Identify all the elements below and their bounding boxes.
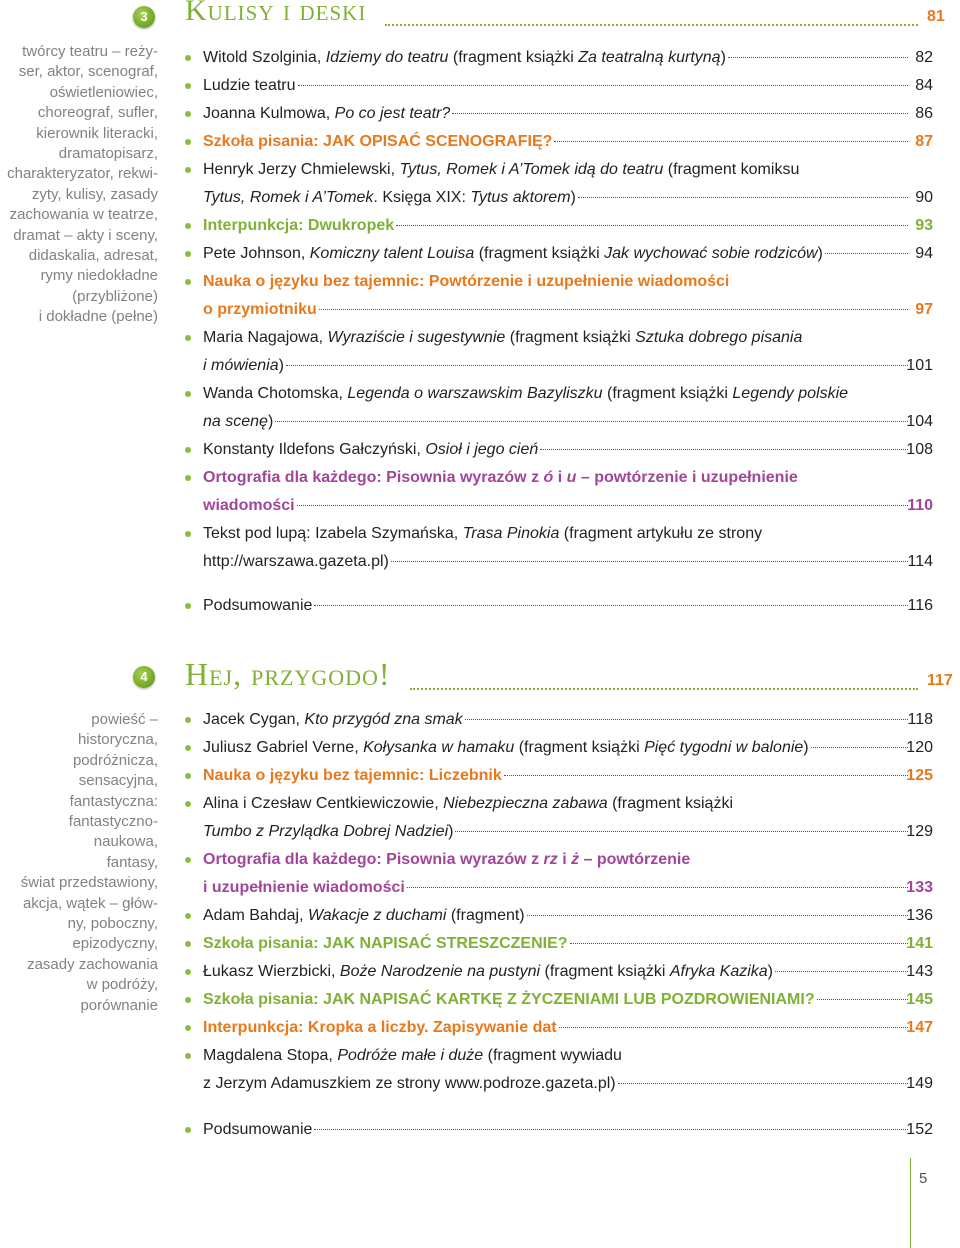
toc-entry-line — [203, 548, 908, 576]
bullet-icon — [185, 745, 191, 751]
text-run: Ludzie teatru — [203, 77, 296, 94]
text-run: Magdalena Stopa, — [203, 1047, 338, 1064]
bullet-icon — [185, 913, 191, 919]
keyword-line: akcja, wątek – głów- — [22, 894, 158, 912]
toc-entry-line — [203, 408, 908, 436]
italic-title: ó — [543, 469, 554, 486]
toc-entry-page: 86 — [915, 105, 933, 122]
dot-leader — [559, 1027, 908, 1028]
dot-leader — [554, 141, 908, 142]
text-run: ) — [720, 49, 726, 66]
keyword-line: naukowa, — [93, 833, 158, 851]
text-run: Maria Nagajowa, — [203, 329, 328, 346]
italic-title: Sztuka dobrego pisania — [635, 329, 803, 346]
keyword-line: historyczna, — [77, 731, 158, 749]
keyword-line: ser, aktor, scenograf, — [18, 63, 158, 81]
toc-entry[interactable] — [185, 100, 945, 128]
toc-entry-line — [203, 296, 908, 324]
bullet-icon — [185, 801, 191, 807]
toc-entry-text — [203, 324, 802, 352]
bullet-icon — [185, 941, 191, 947]
dot-leader — [275, 421, 908, 422]
italic-title: ż — [571, 851, 580, 868]
text-run: Szkoła pisania: JAK NAPISAĆ STRESZCZENIE? — [203, 935, 568, 952]
toc-entry-text — [203, 958, 773, 986]
dot-leader — [452, 113, 908, 114]
toc-entry-text — [203, 352, 284, 380]
text-run: i uzupełnienie wiadomości — [203, 879, 405, 896]
toc-entry-line — [203, 268, 908, 296]
toc-entry-line — [203, 184, 908, 212]
toc-entry[interactable] — [185, 790, 945, 846]
chapter-title[interactable]: Hej, przygodo! — [185, 656, 391, 692]
bullet-icon — [185, 223, 191, 229]
dot-leader — [618, 1083, 908, 1084]
text-run: Pete Johnson, — [203, 245, 310, 262]
text-run: (fragment książki — [505, 329, 636, 346]
italic-title: na scenę — [203, 413, 268, 430]
dot-leader — [298, 85, 908, 86]
dot-leader — [391, 561, 908, 562]
toc-entry-text — [203, 72, 296, 100]
bullet-icon — [185, 139, 191, 145]
italic-title: Tytus, Romek i A’Tomek — [203, 189, 374, 206]
italic-title: Legendy polskie — [732, 385, 849, 402]
toc-entry[interactable] — [185, 380, 945, 436]
toc-entry-line — [203, 128, 908, 156]
text-run: (fragment książki — [602, 385, 733, 402]
keyword-line: świat przedstawiony, — [20, 874, 158, 892]
toc-entry-text — [203, 874, 405, 902]
italic-title: Tytus, Romek i A’Tomek idą do teatru — [399, 161, 664, 178]
toc-entry-page: 84 — [915, 77, 933, 94]
toc-entry-page: 110 — [907, 497, 933, 514]
bullet-icon — [185, 603, 191, 609]
toc-entry[interactable] — [185, 762, 945, 790]
toc-entry[interactable] — [185, 930, 945, 958]
toc-entry-text — [203, 1014, 557, 1042]
toc-entry-line — [203, 156, 908, 184]
keyword-line: fantastyczna: — [69, 792, 158, 810]
toc-entry-text — [203, 548, 389, 576]
keyword-line: rymy niedokładne — [40, 267, 158, 285]
toc-entry-text — [203, 296, 317, 324]
footer-rule — [910, 1158, 911, 1248]
italic-title: Podróże małe i duże — [337, 1047, 484, 1064]
toc-entry[interactable] — [185, 128, 945, 156]
dot-leader — [396, 225, 908, 226]
text-run: (fragment książki — [474, 245, 605, 262]
italic-title: Boże Narodzenie na pustyni — [339, 963, 541, 980]
keyword-line: kierownik literacki, — [36, 124, 158, 142]
toc-entry-text — [203, 592, 312, 620]
dot-leader — [465, 719, 908, 720]
text-run: Ortografia dla każdego: Pisownia wyrazów z — [203, 469, 544, 486]
text-run: Interpunkcja: Dwukropek — [203, 217, 395, 234]
dot-leader — [540, 449, 908, 450]
toc-entry-page: 136 — [906, 907, 933, 924]
toc-entry-line — [203, 380, 908, 408]
toc-entry[interactable] — [185, 156, 945, 212]
chapter-title[interactable]: Kulisy i deski — [185, 0, 367, 27]
toc-entry-page: 108 — [906, 441, 933, 458]
dot-leader — [455, 831, 908, 832]
toc-entry-text — [203, 128, 552, 156]
toc-entry-line — [203, 1070, 908, 1098]
dot-leader — [286, 365, 908, 366]
toc-entry[interactable] — [185, 240, 945, 268]
italic-title: Kołysanka w hamaku — [363, 739, 515, 756]
text-run: Szkoła pisania: JAK OPISAĆ SCENOGRAFIĘ? — [203, 133, 553, 150]
toc-entry-page: 82 — [915, 49, 933, 66]
keyword-line: zyty, kulisy, zasady — [31, 185, 158, 203]
toc-entry[interactable] — [185, 1014, 945, 1042]
toc-entry-page: 145 — [906, 991, 933, 1008]
toc-entry-text — [203, 464, 798, 492]
toc-entry-line — [203, 212, 908, 240]
bullet-icon — [185, 475, 191, 481]
bullet-icon — [185, 1127, 191, 1133]
text-run: z Jerzym Adamuszkiem ze strony www.podroze.gazeta.pl) — [203, 1075, 616, 1092]
text-run: i — [553, 469, 567, 486]
toc-entry-page: 94 — [915, 245, 933, 262]
italic-title: Trasa Pinokia — [462, 525, 560, 542]
keyword-line: powieść – — [91, 711, 158, 728]
dot-leader — [728, 57, 908, 58]
dot-leader — [297, 505, 908, 506]
text-run: o przymiotniku — [203, 301, 317, 318]
italic-title: Tumbo z Przylądka Dobrej Nadziei — [203, 823, 449, 840]
toc-entry-text — [203, 1070, 616, 1098]
italic-title: rz — [543, 851, 558, 868]
toc-entry-text — [203, 492, 295, 520]
toc-entry-line — [203, 592, 908, 620]
toc-entry-line — [203, 72, 908, 100]
toc-entry-text — [203, 268, 729, 296]
bullet-icon — [185, 335, 191, 341]
text-run: ) — [570, 189, 576, 206]
text-run: Wanda Chotomska, — [203, 385, 348, 402]
text-run: (fragment książki — [607, 795, 734, 812]
text-run: (fragment książki — [448, 49, 579, 66]
toc-entry-line — [203, 240, 908, 268]
text-run: Łukasz Wierzbicki, — [203, 963, 340, 980]
keyword-line: twórcy teatru – reży- — [22, 43, 158, 60]
dot-leader — [407, 887, 908, 888]
chapter-number-badge: 4 — [133, 666, 155, 688]
keyword-line: (przybliżone) — [72, 287, 158, 305]
text-run: ) — [278, 357, 284, 374]
toc-entry-page: 116 — [907, 597, 933, 614]
toc-entry-line — [203, 1116, 908, 1144]
toc-entry[interactable] — [185, 44, 945, 72]
text-run: Nauka o języku bez tajemnic: Powtórzenie i uzupełnienie wiadomości — [203, 273, 730, 290]
toc-entry[interactable] — [185, 958, 945, 986]
text-run: Podsumowanie — [203, 597, 313, 614]
text-run: Konstanty Ildefons Gałczyński, — [203, 441, 426, 458]
toc-entry[interactable] — [185, 846, 945, 902]
keyword-line: fantastyczno- — [68, 813, 158, 831]
dot-leader — [570, 943, 908, 944]
toc-entry-line — [203, 1042, 908, 1070]
italic-title: Pięć tygodni w balonie — [644, 739, 804, 756]
text-run: wiadomości — [203, 497, 295, 514]
toc-entry-text — [203, 1042, 622, 1070]
toc-entry-page: 90 — [915, 189, 933, 206]
toc-entry-text — [203, 762, 502, 790]
toc-entry-page: 143 — [906, 963, 933, 980]
toc-entry-line — [203, 874, 908, 902]
dot-leader — [504, 775, 908, 776]
toc-entry-line — [203, 762, 908, 790]
text-run: ) — [267, 413, 274, 430]
text-run: Ortografia dla każdego: Pisownia wyrazów z — [203, 851, 544, 868]
text-run: Podsumowanie — [203, 1121, 313, 1138]
toc-entry-line — [203, 352, 908, 380]
chapter-keywords — [21, 710, 158, 1016]
dot-leader — [775, 971, 908, 972]
chapter-title-leader — [410, 688, 918, 690]
toc-entry-page: 149 — [906, 1075, 933, 1092]
toc-entry-page: 87 — [915, 133, 933, 150]
toc-entry[interactable] — [185, 324, 945, 380]
toc-entry-page: 118 — [907, 711, 933, 728]
keyword-line: epizodyczny, — [72, 935, 158, 953]
italic-title: Niebezpieczna zabawa — [443, 795, 608, 812]
dot-leader — [314, 605, 908, 606]
bullet-icon — [185, 969, 191, 975]
text-run: Joanna Kulmowa, — [203, 105, 335, 122]
chapter-keywords — [7, 42, 158, 328]
toc-entry[interactable] — [185, 520, 945, 576]
toc-entry[interactable] — [185, 592, 945, 620]
toc-entry-page: 104 — [906, 413, 933, 430]
keyword-line: zasady zachowania — [27, 955, 158, 973]
bullet-icon — [185, 1053, 191, 1059]
toc-entry-line — [203, 436, 908, 464]
keyword-line: dramatopisarz, — [58, 145, 158, 163]
italic-title: Osioł i jego cień — [425, 441, 539, 458]
italic-title: Legenda o warszawskim Bazyliszku — [347, 385, 603, 402]
toc-entry-text — [203, 156, 799, 184]
toc-entry-text — [203, 212, 394, 240]
bullet-icon — [185, 447, 191, 453]
bullet-icon — [185, 279, 191, 285]
bullet-icon — [185, 857, 191, 863]
text-run: ) — [448, 823, 454, 840]
keyword-line: zachowania w teatrze, — [9, 206, 158, 224]
keyword-line: i dokładne (pełne) — [38, 308, 158, 326]
toc-entry-line — [203, 734, 908, 762]
toc-entry-text — [203, 706, 463, 734]
toc-entry[interactable] — [185, 464, 945, 520]
toc-entry-text — [203, 380, 848, 408]
text-run: i — [557, 851, 572, 868]
toc-entry-text — [203, 44, 726, 72]
text-run: ) — [803, 739, 809, 756]
italic-title: Po co jest teatr? — [334, 105, 451, 122]
toc-entry-text — [203, 240, 823, 268]
toc-entry-line — [203, 1014, 908, 1042]
toc-entry[interactable] — [185, 734, 945, 762]
text-run: Witold Szolginia, — [203, 49, 326, 66]
toc-entry-line — [203, 986, 908, 1014]
italic-title: Afryka Kazika — [669, 963, 768, 980]
text-run: – powtórzenie i uzupełnienie — [576, 469, 798, 486]
dot-leader — [527, 915, 908, 916]
keyword-line: sensacyjna, — [78, 772, 158, 790]
dot-leader — [578, 197, 908, 198]
italic-title: Tytus aktorem — [470, 189, 571, 206]
bullet-icon — [185, 1025, 191, 1031]
text-run: Adam Bahdaj, — [203, 907, 308, 924]
toc-entry[interactable] — [185, 436, 945, 464]
text-run: ) — [767, 963, 773, 980]
toc-entry-text — [203, 436, 538, 464]
toc-entry-page: 141 — [906, 935, 933, 952]
text-run: (fragment książki — [514, 739, 645, 756]
dot-leader — [314, 1129, 908, 1130]
chapter-page-number: 81 — [927, 8, 945, 25]
chapter-number-badge: 3 — [133, 6, 155, 28]
toc-entry-line — [203, 846, 908, 874]
toc-entry-line — [203, 930, 908, 958]
keyword-line: oświetleniowiec, — [49, 83, 158, 101]
toc-entry-page: 120 — [906, 739, 933, 756]
toc-entry-page: 97 — [915, 301, 933, 318]
keyword-line: charakteryzator, rekwi- — [7, 165, 158, 183]
toc-entry-text — [203, 902, 525, 930]
toc-entry[interactable] — [185, 1042, 945, 1098]
toc-entry-line — [203, 902, 908, 930]
keyword-line: ny, poboczny, — [67, 915, 158, 933]
toc-entry-text — [203, 818, 453, 846]
toc-entry-page: 101 — [906, 357, 933, 374]
keyword-line: choreograf, sufler, — [37, 104, 158, 122]
toc-entry[interactable] — [185, 212, 945, 240]
toc-entry-line — [203, 464, 908, 492]
toc-entry-page: 133 — [906, 879, 933, 896]
toc-entry-page: 114 — [907, 553, 933, 570]
toc-entry-text — [203, 1116, 312, 1144]
toc-entry[interactable] — [185, 1116, 945, 1144]
toc-entry-text — [203, 184, 576, 212]
toc-entry[interactable] — [185, 902, 945, 930]
text-run: (fragment książki — [540, 963, 670, 980]
bullet-icon — [185, 167, 191, 173]
italic-title: u — [566, 469, 577, 486]
toc-entry-line — [203, 100, 908, 128]
chapter-page-number: 117 — [927, 672, 953, 689]
text-run: (fragment artykułu ze strony — [559, 525, 763, 542]
toc-entry-line — [203, 324, 908, 352]
keyword-line: didaskalia, adresat, — [28, 247, 158, 265]
italic-title: Wyraziście i sugestywnie — [327, 329, 506, 346]
toc-entry-line — [203, 492, 908, 520]
text-run: . Księga XIX: — [373, 189, 471, 206]
bullet-icon — [185, 531, 191, 537]
text-run: Interpunkcja: Kropka a liczby. Zapisywanie dat — [203, 1019, 557, 1036]
italic-title: Wakacje z duchami — [307, 907, 447, 924]
keyword-line: porównanie — [80, 996, 158, 1014]
italic-title: Komiczny talent Louisa — [309, 245, 475, 262]
toc-entry-line — [203, 44, 908, 72]
toc-entry-line — [203, 520, 908, 548]
text-run: Henryk Jerzy Chmielewski, — [203, 161, 400, 178]
toc-entry-page: 129 — [906, 823, 933, 840]
toc-entry-page: 147 — [906, 1019, 933, 1036]
italic-title: Jak wychować sobie rodziców — [604, 245, 818, 262]
toc-entry-text — [203, 846, 690, 874]
toc-entry-text — [203, 790, 733, 818]
toc-entry-text — [203, 930, 568, 958]
bullet-icon — [185, 773, 191, 779]
toc-entry-text — [203, 520, 762, 548]
chapter-title-leader — [385, 24, 918, 26]
page-number: 5 — [919, 1170, 928, 1187]
text-run: Nauka o języku bez tajemnic: Liczebnik — [203, 767, 502, 784]
toc-entry[interactable] — [185, 268, 945, 324]
text-run: (fragment komiksu — [663, 161, 800, 178]
toc-entry-page: 152 — [906, 1121, 933, 1138]
toc-entry[interactable] — [185, 986, 945, 1014]
text-run: Juliusz Gabriel Verne, — [203, 739, 364, 756]
text-run: (fragment wywiadu — [483, 1047, 622, 1064]
toc-entry-text — [203, 100, 450, 128]
italic-title: Kto przygód zna smak — [304, 711, 463, 728]
text-run: ) — [817, 245, 823, 262]
keyword-line: fantasy, — [106, 853, 158, 871]
toc-entry-line — [203, 706, 908, 734]
bullet-icon — [185, 997, 191, 1003]
toc-entry-text — [203, 986, 815, 1014]
bullet-icon — [185, 391, 191, 397]
italic-title: Za teatralną kurtyną — [578, 49, 721, 66]
italic-title: Idziemy do teatru — [325, 49, 449, 66]
text-run: Jacek Cygan, — [203, 711, 305, 728]
keyword-line: w podróży, — [86, 976, 158, 994]
bullet-icon — [185, 111, 191, 117]
toc-entry-line — [203, 790, 908, 818]
toc-entry[interactable] — [185, 706, 945, 734]
text-run: – powtórzenie — [579, 851, 691, 868]
toc-entry-text — [203, 734, 809, 762]
dot-leader — [319, 309, 908, 310]
bullet-icon — [185, 717, 191, 723]
toc-entry-line — [203, 958, 908, 986]
toc-entry-line — [203, 818, 908, 846]
keyword-line: dramat – akty i sceny, — [13, 226, 158, 244]
text-run: Tekst pod lupą: Izabela Szymańska, — [203, 525, 463, 542]
text-run: Alina i Czesław Centkiewiczowie, — [203, 795, 444, 812]
toc-entry-page: 125 — [906, 767, 933, 784]
text-run: http://warszawa.gazeta.pl) — [203, 553, 389, 570]
toc-entry[interactable] — [185, 72, 945, 100]
keyword-line: podróżnicza, — [72, 751, 158, 769]
toc-entry-text — [203, 408, 273, 436]
text-run: Szkoła pisania: JAK NAPISAĆ KARTKĘ Z ŻYCZENIAMI LUB POZDROWIENIAMI? — [203, 991, 815, 1008]
italic-title: i mówienia — [203, 357, 279, 374]
bullet-icon — [185, 251, 191, 257]
bullet-icon — [185, 83, 191, 89]
bullet-icon — [185, 55, 191, 61]
toc-entry-page: 93 — [915, 217, 933, 234]
text-run: (fragment) — [446, 907, 525, 924]
